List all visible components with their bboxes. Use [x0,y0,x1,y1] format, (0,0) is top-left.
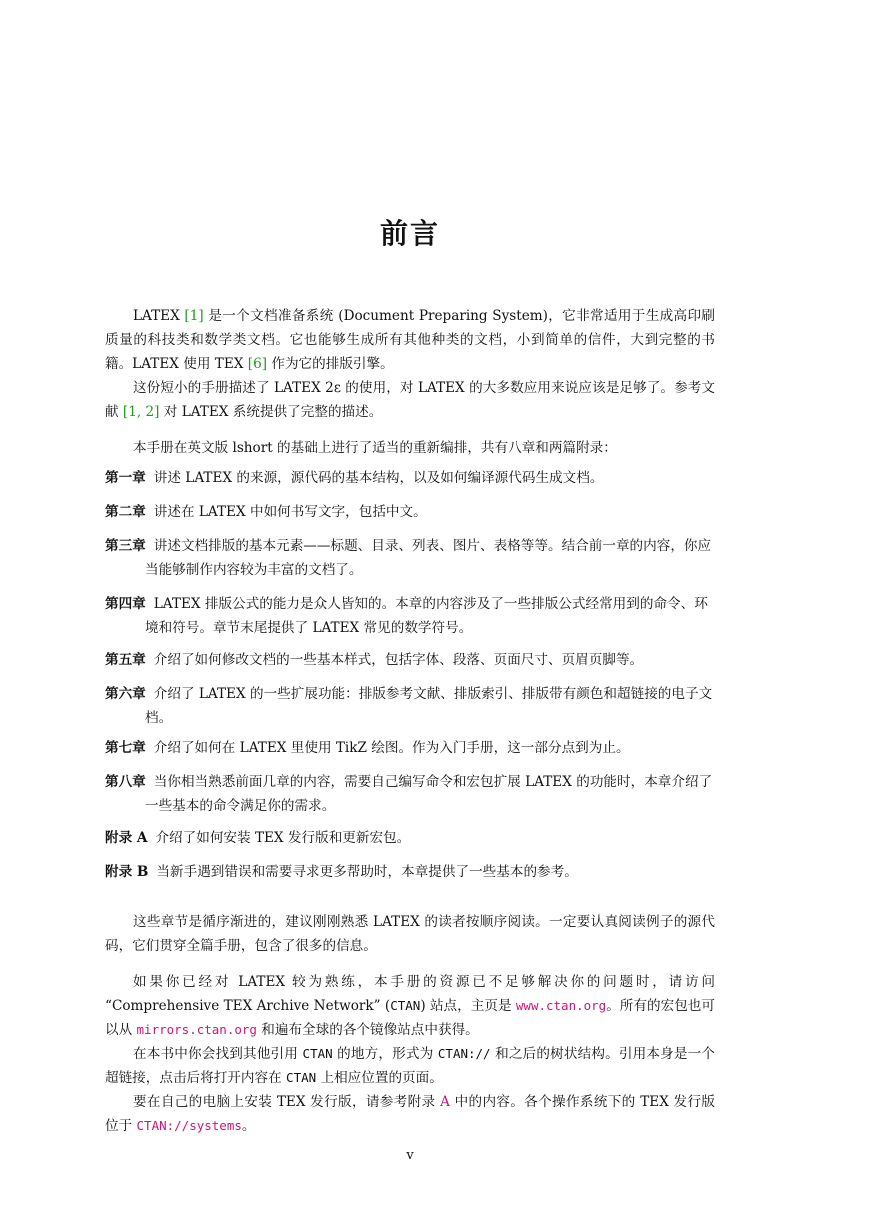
citation-link[interactable]: [1] [184,308,204,324]
chapter-description: 当你相当熟悉前面几章的内容，需要自己编写命令和宏包扩展 LATEX 的功能时，本章介绍了一些基本的命令满足你的需求。 [145,774,713,814]
appendix-description: 当新手遇到错误和需要寻求更多帮助时，本章提供了一些基本的参考。 [156,864,578,880]
text-span: 。 [241,1118,256,1134]
chapter-description: 讲述文档排版的基本元素——标题、目录、列表、图片、表格等等。结合前一章的内容，你应当能够制作内容较为丰富的文档了。 [145,538,712,578]
code-text: CTAN [286,1070,317,1085]
intro-paragraph-1 [105,304,715,376]
text-span: 上相应位置的页面。 [316,1070,443,1086]
code-text: CTAN [390,998,421,1013]
text-span: 这份短小的手册描述了 LATEX 2ε 的使用，对 LATEX 的大多数应用来说应该是足够了。参考文献 [105,380,715,420]
appendix-item [105,860,715,884]
chapter-description: LATEX 排版公式的能力是众人皆知的。本章的内容涉及了一些排版公式经常用到的命令、环境和符号。章节末尾提供了 LATEX 常见的数学符号。 [145,596,708,636]
text-span: 是一个文档准备系统 (Document Preparing System)，它非常适用于生成高印刷质量的科技类和数学类文档。它也能够生成所有其他种类的文档，小到简单的信件，大到完整的书籍。LATEX 使用 TEX [105,308,715,372]
chapter-label: 第六章 [105,686,146,702]
intro-paragraph-2 [105,376,715,424]
page-title: 前言 [379,217,440,250]
chapter-item [105,592,715,640]
text-span: 。所有的宏包也可以从 [105,998,715,1038]
appendix-label: 附录 A [105,830,148,846]
text-span: 作为它的排版引擎。 [267,356,394,372]
chapter-description: 讲述在 LATEX 中如何书写文字，包括中文。 [153,504,427,520]
chapter-label: 第四章 [105,596,146,612]
text-span: 和遍布全球的各个镜像站点中获得。 [256,1022,479,1038]
code-text: CTAN [302,1046,333,1061]
ctan-mirrors-link[interactable]: mirrors.ctan.org [136,1022,257,1037]
appendix-description: 介绍了如何安装 TEX 发行版和更新宏包。 [155,830,411,846]
chapter-item [105,682,715,730]
chapter-label: 第八章 [105,774,146,790]
chapter-label: 第七章 [105,740,146,756]
appendix-item [105,826,715,850]
text-span: 中的内容。各个操作系统下的 TEX 发行版位于 [105,1094,715,1134]
text-span: 要在自己的电脑上安装 TEX 发行版，请参考附录 [133,1094,441,1110]
chapter-description: 介绍了 LATEX 的一些扩展功能：排版参考文献、排版索引、排版带有颜色和超链接的电子文档。 [145,686,713,726]
chapter-label: 第一章 [105,470,146,486]
text-span: ) 站点，主页是 [420,998,516,1014]
appendix-reference-link[interactable]: A [440,1094,450,1110]
chapter-description: 介绍了如何修改文档的一些基本样式，包括字体、段落、页面尺寸、页眉页脚等。 [153,652,644,668]
code-text: CTAN:// [437,1046,491,1061]
text-span: LATEX [133,308,185,324]
text-span: 的地方，形式为 [332,1046,438,1062]
chapter-item [105,770,715,818]
chapter-item [105,534,715,582]
chapter-description: 介绍了如何在 LATEX 里使用 TikZ 绘图。作为入门手册，这一部分点到为止。 [153,740,630,756]
citation-link[interactable]: [6] [247,356,268,372]
page-number: v [406,1148,414,1163]
chapter-label: 第五章 [105,652,146,668]
appendix-label: 附录 B [105,864,149,880]
chapter-item [105,648,715,672]
chapter-item [105,500,715,524]
chapter-label: 第二章 [105,504,146,520]
text-span: 如果你已经对 LATEX 较为熟练，本手册的资源已不足够解决你的问题时，请访问 “Comprehensive TEX Archive Network” ( [105,974,715,1014]
chapter-item [105,736,715,760]
chapter-item [105,466,715,490]
text-span: 在本书中你会找到其他引用 [133,1046,303,1062]
ctan-systems-link[interactable]: CTAN://systems [136,1118,242,1133]
closing-paragraph-2 [105,970,715,1042]
chapter-label: 第三章 [105,538,146,554]
text-span: 对 LATEX 系统提供了完整的描述。 [159,404,383,420]
closing-paragraph-3 [105,1042,715,1090]
text-span: 和之后的树状结构。引用本身是一个超链接，点击后将打开内容在 [105,1046,715,1086]
closing-paragraph-4 [105,1090,715,1138]
ctan-homepage-link[interactable]: www.ctan.org [515,998,607,1013]
closing-paragraph-1: 这些章节是循序渐进的，建议刚刚熟悉 LATEX 的读者按顺序阅读。一定要认真阅读例子的源代码，它们贯穿全篇手册，包含了很多的信息。 [105,914,715,954]
citation-link[interactable]: [1, 2] [122,404,160,420]
chapter-description: 讲述 LATEX 的来源，源代码的基本结构，以及如何编译源代码生成文档。 [153,470,604,486]
intro-paragraph-3: 本手册在英文版 lshort 的基础上进行了适当的重新编排，共有八章和两篇附录： [133,440,617,456]
